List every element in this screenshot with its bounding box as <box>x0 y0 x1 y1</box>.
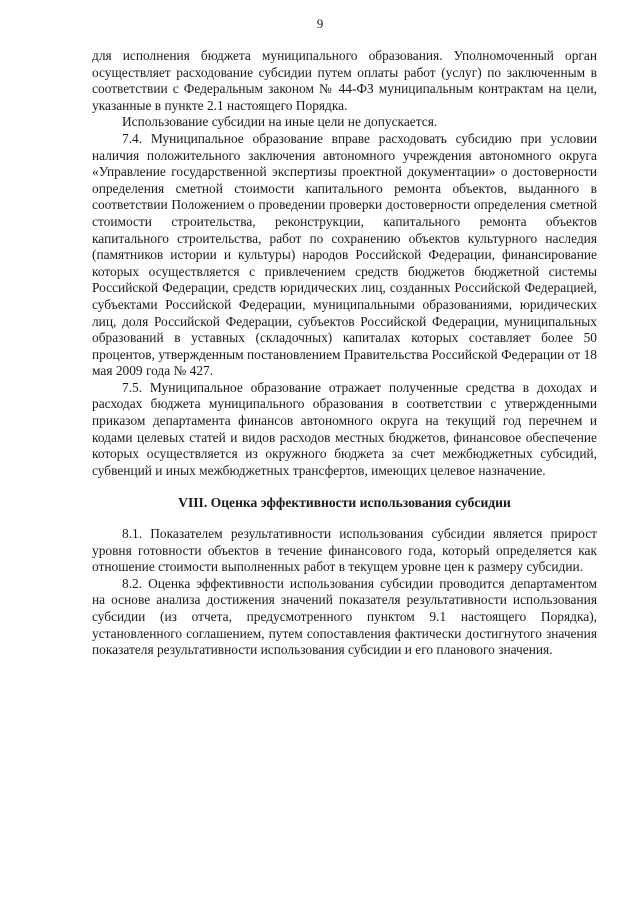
paragraph-restriction: Использование субсидии на иные цели не допускается. <box>122 114 438 130</box>
paragraph-7-4: 7.4. Муниципальное образование вправе расходовать субсидию при условии наличия положительного заключения автономного учреждения автономного округа «Управление государственной экспертизы проектной документации» о достоверности определения сметной стоимости капитального ремонта объектов, выданного в соответствии Положением о проведении проверки достоверности определения сметной стоимости строительства, реконструкции, капитального ремонта объектов капитального строительства, работ по сохранению объектов культурного наследия (памятников истории и культуры) народов Российской Федерации, финансирование которых осуществляется с привлечением средств бюджетов бюджетной системы Российской Федерации, средств юридических лиц, созданных Российской Федерацией, субъектами Российской Федерации, муниципальными образованиями, юридических лиц, доля Российской Федерации, субъектов Российской Федерации, муниципальных образований в уставных (складочных) капиталах которых составляет более 50 процентов, утвержденным постановлением Правительства Российской Федерации от 18 мая 2009 года № 427. <box>92 130 597 379</box>
paragraph-8-1: 8.1. Показателем результативности использования субсидии является прирост уровня готовности объектов в течение финансового года, который определяется как отношение стоимости выполненных работ в текущем уровне цен к размеру субсидии. <box>92 526 597 575</box>
paragraph-8-2: 8.2. Оценка эффективности использования субсидии проводится департаментом на основе анализа достижения значений показателя результативности использования субсидии (из отчета, предусмотренного пунктом 9.1 настоящего Порядка), установленного соглашением, путем сопоставления фактически достигнутого значения показателя результативности использования субсидии и его планового значения. <box>92 575 597 658</box>
document-body <box>92 48 597 659</box>
paragraph-7-5: 7.5. Муниципальное образование отражает полученные средства в доходах и расходах бюджета муниципального образования в соответствии с утвержденными приказом департамента финансов автономного округа на текущий год перечнем и кодами целевых статей и видов расходов местных бюджетов, финансовое обеспечение которых осуществляется из окружного бюджета за счет межбюджетных субсидий, субвенций и иных межбюджетных трансфертов, имеющих целевое назначение. <box>92 379 597 478</box>
paragraph-continuation: для исполнения бюджета муниципального образования. Уполномоченный орган осуществляет расходование субсидии путем оплаты работ (услуг) по заключенным в соответствии с Федеральным законом № 44-ФЗ муниципальным контрактам на цели, указанные в пункте 2.1 настоящего Порядка. <box>92 48 597 113</box>
section-title: VIII. Оценка эффективности использования субсидии <box>178 495 511 511</box>
page-number: 9 <box>316 16 324 31</box>
